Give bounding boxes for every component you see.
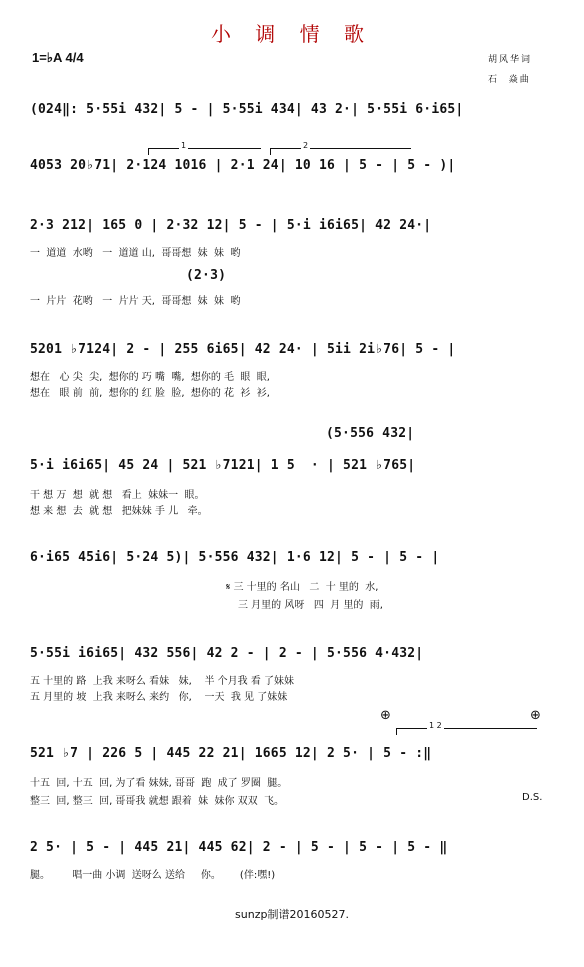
footer-credit: sunzp制谱20160527. xyxy=(235,908,349,921)
lyric-line-7a: 五 十里的 路 上我 来呀么 看妹 妹, 半 个月我 看 了妹妹 xyxy=(30,676,295,687)
score-line-8: 521 ♭7 | 226 5 | 445 22 21| 1665 12| 2 5· | 5 - :‖ xyxy=(30,746,432,761)
score-line-6: 6·i65 45i6| 5·24 5)| 5·556 432| 1·6 12| 5 - | 5 - | xyxy=(30,550,440,565)
intro-bracket-notes: (5·556 432| xyxy=(326,426,415,441)
lyric-line-7b: 五 月里的 坡 上我 来呀么 来约 你, 一天 我 见 了妹妹 xyxy=(30,692,288,703)
lyric-line-8a: 十五 回, 十五 回, 为了看 妹妹, 哥哥 跑 成了 罗圈 腿。 xyxy=(30,778,288,789)
key-signature: 1=♭A 4/4 xyxy=(32,50,84,65)
song-title: 小 调 情 歌 xyxy=(210,22,374,46)
score-line-1: (024‖: 5·55i 432| 5 - | 5·55i 434| 43 2·| 5·55i 6·i65| xyxy=(30,102,464,117)
coda-icon: ⊕ xyxy=(530,708,541,723)
score-line-9: 2 5· | 5 - | 445 21| 445 62| 2 - | 5 - | 5 - | 5 - ‖ xyxy=(30,840,448,855)
lyric-line-9: 腿。 唱一曲 小调 送呀么 送给 你。 (伴:嘿!) xyxy=(30,870,276,881)
composer-credit: 石 焱曲 xyxy=(488,75,531,85)
score-line-3: 2·3 212| 165 0 | 2·32 12| 5 - | 5·i i6i65| 42 24·| xyxy=(30,218,432,233)
score-line-2: 4053 20♭71| 2·124 1016 | 2·1 24| 10 16 | 5 - | 5 - )| xyxy=(30,158,456,173)
dal-segno-mark: D.S. xyxy=(522,792,543,803)
coda-icon: ⊕ xyxy=(380,708,391,723)
lyricist-credit: 胡风华词 xyxy=(488,55,533,65)
lyric-line-5b: 想 来 想 去 就 想 把妹妹 手 儿 牵。 xyxy=(30,506,208,517)
lyric-line-5a: 干 想 万 想 就 想 看上 妹妹一 眼。 xyxy=(30,490,205,501)
pickup-notes: (2·3) xyxy=(186,268,227,283)
lyric-line-6b: 三 月里的 风呀 四 月 里的 雨, xyxy=(238,600,383,611)
first-ending-bracket: 1 xyxy=(148,148,261,155)
lyric-line-3a: 一 道道 水哟 一 道道 山, 哥哥想 妹 妹 哟 xyxy=(30,248,241,259)
second-ending-bracket: 2 xyxy=(270,148,411,155)
score-line-7: 5·55i i6i65| 432 556| 42 2 - | 2 - | 5·556 4·432| xyxy=(30,646,424,661)
score-line-4: 5201 ♭7124| 2 - | 255 6i65| 42 24· | 5ii 2i♭76| 5 - | xyxy=(30,342,456,357)
lyric-line-6a: 𝄋 三 十里的 名山 二 十 里的 水, xyxy=(226,582,379,593)
ending-bracket: 1 2 xyxy=(396,728,537,735)
lyric-line-4a: 想在 心 尖 尖, 想你的 巧 嘴 嘴, 想你的 毛 眼 眼, xyxy=(30,372,270,383)
lyric-line-3b: 一 片片 花哟 一 片片 天, 哥哥想 妹 妹 哟 xyxy=(30,296,241,307)
lyric-line-4b: 想在 眼 前 前, 想你的 红 脸 脸, 想你的 花 衫 衫, xyxy=(30,388,270,399)
score-line-5: 5·i i6i65| 45 24 | 521 ♭7121| 1 5 · | 521 ♭765| xyxy=(30,458,416,473)
lyric-line-8b: 整三 回, 整三 回, 哥哥我 就想 跟着 妹 妹你 双双 飞。 xyxy=(30,796,285,807)
